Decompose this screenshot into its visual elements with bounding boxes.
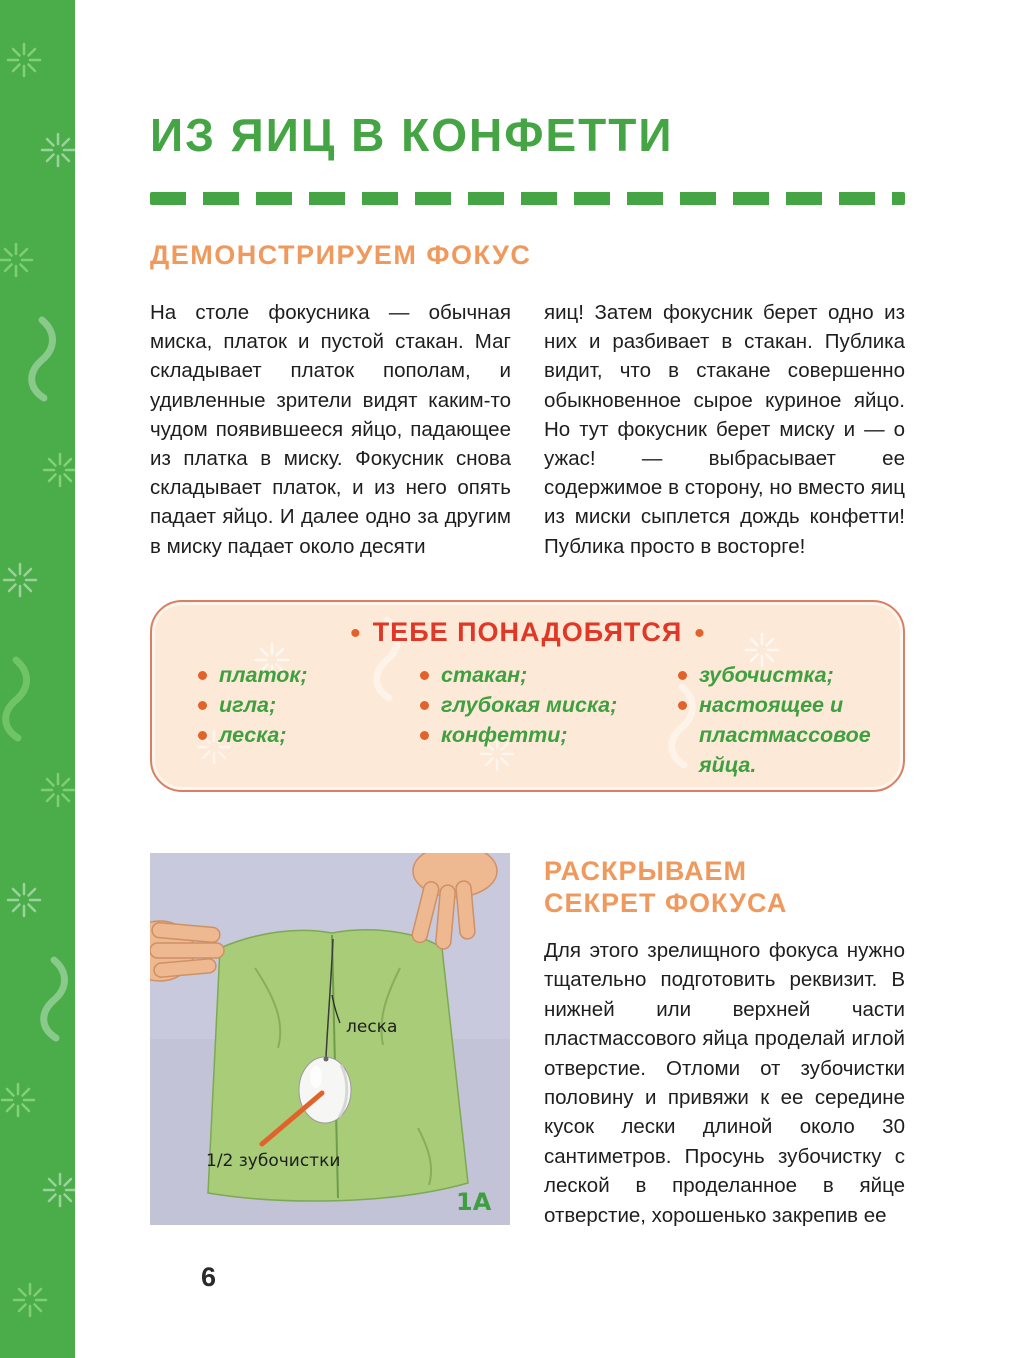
page-number: 6: [201, 1262, 217, 1292]
toothpick-label: 1/2 зубочистки: [206, 1151, 341, 1171]
materials-columns: [152, 651, 903, 780]
secret-heading-line2: СЕКРЕТ ФОКУСА: [544, 888, 788, 918]
material-label: игла;: [219, 693, 277, 717]
title-dot-right: •: [694, 617, 705, 650]
material-label: глубокая миска;: [441, 693, 618, 717]
list-item: [420, 660, 678, 690]
trick-illustration: [150, 853, 510, 1225]
materials-column-1: [198, 660, 420, 780]
bullet-dot-icon: [198, 731, 207, 740]
material-label: конфетти;: [441, 723, 568, 747]
dashed-divider: [150, 192, 905, 205]
secret-text: Для этого зрелищного фокуса нужно тщательно подготовить реквизит. В нижней или верхней части пластмассового яйца проделай иглой отверстие. Отломи от зубочистки половину и привяжи к ее середине кусок лески длиной около 30 сантиметров. Просунь зубочистку с леской в проделанное в яйце отверстие, хорошенько закрепив ее: [544, 939, 905, 1227]
list-item: [420, 720, 678, 750]
demo-text-columns: [150, 298, 905, 561]
materials-box: [150, 600, 905, 792]
secret-section: [544, 855, 905, 1230]
materials-box-title-row: [152, 617, 903, 651]
materials-column-2: [420, 660, 678, 780]
page-content: [150, 0, 905, 1358]
secret-heading-line1: РАСКРЫВАЕМ: [544, 856, 748, 886]
bullet-dot-icon: [420, 731, 429, 740]
list-item: [198, 720, 420, 750]
title-dot-left: •: [350, 617, 361, 650]
bullet-dot-icon: [198, 671, 207, 680]
bullet-dot-icon: [678, 671, 687, 680]
page-title: ИЗ ЯИЦ В КОНФЕТТИ: [150, 109, 674, 161]
demo-text-left-column: На столе фокусника — обычная миска, платок и пустой стакан. Маг складывает платок пополам, и удивленные зрители видят каким-то чудом появившееся яйцо, падающее из платка в миску. Фокусник снова складывает платок, и из него опять падает яйцо. И далее одно за другим в миску падает около десяти: [150, 301, 511, 558]
fishing-line-label: леска: [346, 1017, 398, 1037]
material-label: леска;: [219, 723, 287, 747]
materials-column-3: [678, 660, 873, 780]
material-label: зубочистка;: [699, 663, 834, 687]
demo-text-right-column: яиц! Затем фокусник берет одно из них и разбивает в стакан. Публика видит, что в стакане совершенно обыкновенное сырое куриное яйцо. Но тут фокусник берет миску и — о ужас! — выбрасывает ее содержимое в сторону, но вместо яиц из миски сыплется дождь конфетти! Публика просто в восторге!: [544, 301, 905, 558]
bullet-dot-icon: [420, 671, 429, 680]
material-label: стакан;: [441, 663, 528, 687]
decorative-left-border: [0, 0, 75, 1358]
materials-box-title: ТЕБЕ ПОНАДОБЯТСЯ: [372, 617, 683, 647]
bullet-dot-icon: [678, 701, 687, 710]
bullet-dot-icon: [420, 701, 429, 710]
figure-number: 1А: [456, 1188, 492, 1216]
material-label: платок;: [219, 663, 308, 687]
secret-heading: [544, 855, 905, 919]
list-item: [420, 690, 678, 720]
list-item: [198, 660, 420, 690]
demo-section-heading: ДЕМОНСТРИРУЕМ ФОКУС: [150, 240, 532, 270]
list-item: [678, 660, 873, 690]
list-item: [198, 690, 420, 720]
confetti-pattern: [0, 0, 75, 1358]
list-item: [678, 690, 873, 780]
bullet-dot-icon: [198, 701, 207, 710]
material-label: настоящее и пластмассовое яйца.: [699, 693, 871, 777]
